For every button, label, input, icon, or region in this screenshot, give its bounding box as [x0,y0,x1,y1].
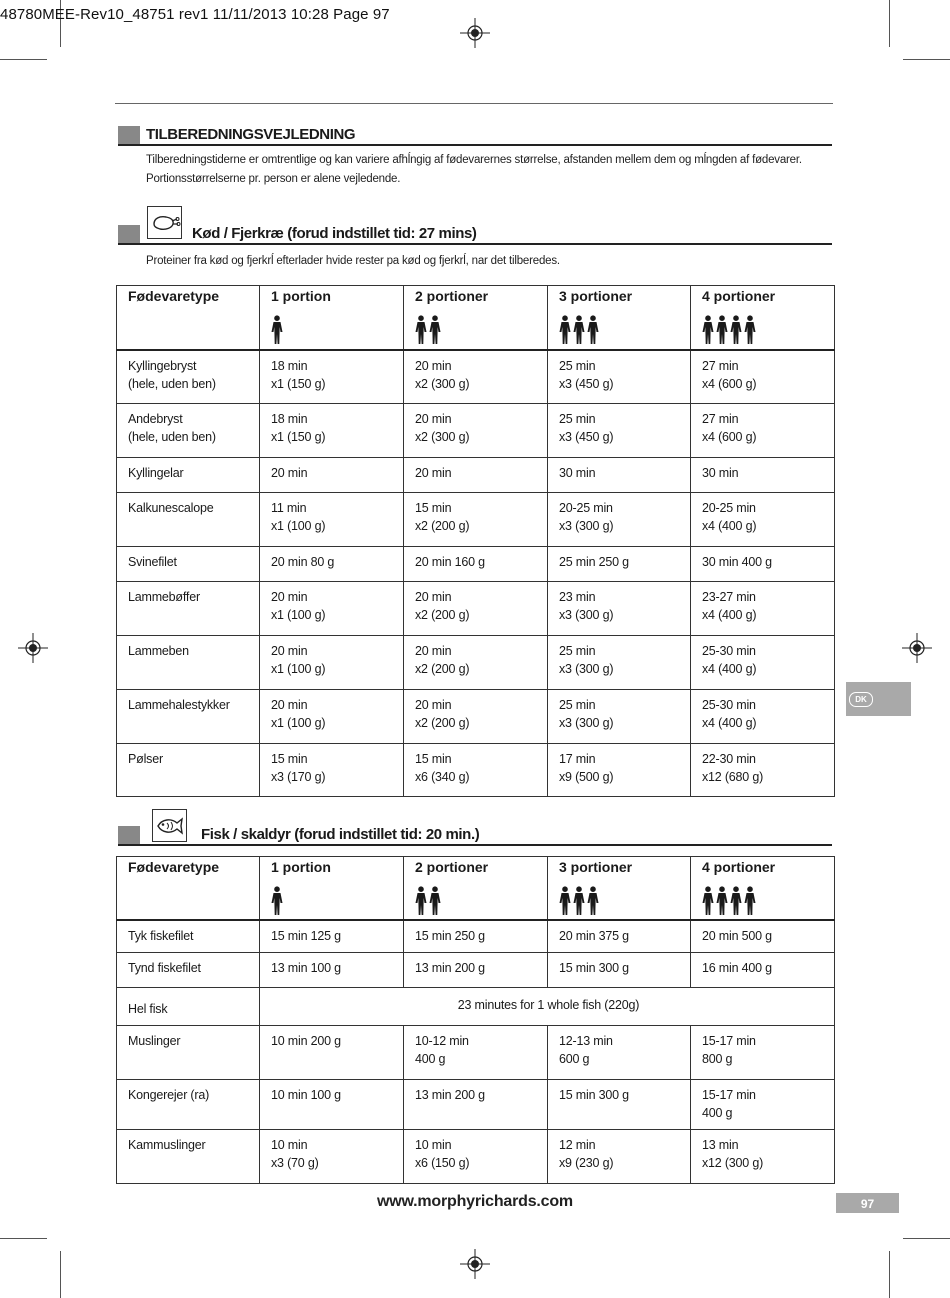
table-row [117,350,835,404]
cell-text: x4 (600 g) [702,376,757,391]
food-type-cell [117,458,260,493]
time-cell [260,404,404,458]
time-cell [404,1080,548,1130]
time-cell [260,920,404,953]
column-header-portions-1 [260,286,404,350]
cell-text: x2 (200 g) [415,519,470,533]
cell-text: 20 min [415,466,452,480]
top-rule [115,103,833,104]
cell-text: 25 min 250 g [559,555,629,569]
person-icon [702,315,758,345]
crop-mark [903,1238,950,1239]
cell-text: 27 min [702,358,739,373]
column-header-label: 1 portion [271,859,331,875]
person-icon [559,315,601,345]
time-cell [404,458,548,493]
crop-mark [0,1238,47,1239]
person-icon [415,315,443,345]
footer-url[interactable]: www.morphyrichards.com [377,1193,573,1210]
cell-text: 10-12 min [415,1034,469,1048]
time-cell [260,744,404,797]
cell-text: x1 (100 g) [271,608,326,622]
table-row [117,1026,835,1080]
food-type-cell [117,582,260,636]
time-cell [691,458,835,493]
cell-text: Andebryst [128,412,183,426]
language-tab-label: DK [849,692,873,707]
guide-title: TILBEREDNINGSVEJLEDNING [146,126,356,143]
cell-text: 15 min [415,501,452,515]
time-cell [260,636,404,690]
guide-intro-line: Portionsstørrelserne pr. person er alene vejledende. [146,173,401,185]
crop-mark [903,59,950,60]
cell-text: x1 (100 g) [271,519,326,533]
cell-text: 20 min [415,412,452,426]
cell-text: 25 min [559,698,596,712]
registration-mark-icon [902,633,932,663]
cell-text: 400 g [415,1052,446,1066]
time-cell [548,458,691,493]
crop-mark [0,59,47,60]
cell-text: 15 min 250 g [415,928,485,943]
cell-text: 20 min 80 g [271,555,335,569]
table-row [117,988,835,1026]
cell-text: (hele, uden ben) [128,430,216,444]
time-cell [404,1026,548,1080]
time-cell [548,636,691,690]
column-header-portions-2 [404,286,548,350]
column-header-label: 4 portioner [702,288,776,304]
cell-text: 20 min [271,466,308,480]
crop-mark [889,1251,890,1298]
cell-text: x1 (100 g) [271,716,326,730]
person-icon [559,886,601,916]
cell-text: 20 min [415,358,452,373]
food-type-cell [117,547,260,582]
cell-text: 12-13 min [559,1034,613,1048]
column-header-portions-3 [548,857,691,920]
registration-mark-icon [460,18,490,48]
print-header: 48780MEE-Rev10_48751 rev1 11/11/2013 10:28 Page 97 [0,6,390,23]
cell-text: 30 min [702,466,739,480]
cell-text: x4 (400 g) [702,716,757,730]
cell-text: x3 (300 g) [559,608,614,622]
section-marker [118,225,140,243]
column-header-portions-4 [691,857,835,920]
time-cell [548,690,691,744]
time-cell [548,493,691,547]
food-type-cell [117,920,260,953]
food-type-cell [117,1080,260,1130]
column-header-label: 2 portioner [415,288,489,304]
cell-text: 10 min [271,1138,308,1152]
cell-text: Kyllingelar [128,466,184,480]
person-icon [271,315,285,345]
section-marker [118,126,140,144]
table-row [117,690,835,744]
cell-text: 23 minutes for 1 whole fish (220g) [457,998,640,1012]
cell-text: Tyk fiskefilet [128,928,194,943]
time-cell [260,1130,404,1184]
cell-text: 15 min [271,752,308,766]
cell-text: x6 (150 g) [415,1156,470,1170]
time-cell [548,1080,691,1130]
cell-text: 18 min [271,412,308,426]
cell-text: x3 (70 g) [271,1156,319,1170]
person-icon [271,886,285,916]
table-row [117,493,835,547]
fish-icon [152,809,187,842]
food-type-cell [117,493,260,547]
cell-text: 25 min [559,358,596,373]
cell-text: 17 min [559,752,596,766]
time-cell [548,920,691,953]
cell-text: x2 (300 g) [415,376,470,391]
time-cell [691,744,835,797]
cell-text: 15-17 min [702,1034,756,1048]
time-cell [404,690,548,744]
cell-text: 25-30 min [702,698,756,712]
food-type-cell [117,1130,260,1184]
time-cell [260,1080,404,1130]
time-cell [548,404,691,458]
column-header-portions-1 [260,857,404,920]
cell-text: 15-17 min [702,1088,756,1102]
cell-text: x4 (400 g) [702,519,757,533]
food-type-cell [117,404,260,458]
time-cell [260,458,404,493]
food-type-cell [117,1026,260,1080]
time-cell [260,1026,404,1080]
meat-title: Kød / Fjerkræ (forud indstillet tid: 27 mins) [192,225,477,242]
time-cell [404,404,548,458]
table-row [117,953,835,988]
table-row [117,458,835,493]
time-cell [691,1130,835,1184]
cell-text: 20-25 min [702,501,756,515]
time-cell [260,493,404,547]
cell-text: 25-30 min [702,644,756,658]
cell-text: Hel fisk [128,1002,168,1016]
guide-section-title [118,124,832,146]
cell-text: x4 (400 g) [702,662,757,676]
column-header-label: 3 portioner [559,288,633,304]
cell-text: 20 min 500 g [702,928,772,943]
cell-text: x6 (340 g) [415,770,470,784]
cell-text: 15 min 300 g [559,1088,629,1102]
cell-text: Svinefilet [128,555,177,569]
food-type-cell [117,988,260,1026]
cell-text: 25 min [559,412,596,426]
cell-text: 22-30 min [702,752,756,766]
cell-text: 30 min [559,466,596,480]
time-cell [548,350,691,404]
fish-section-title [118,824,832,846]
column-header-portions-4 [691,286,835,350]
cell-text: 13 min 100 g [271,961,341,975]
table-row [117,1130,835,1184]
column-header-label: Fødevaretype [128,859,220,875]
time-cell [404,920,548,953]
cell-text: 23-27 min [702,590,756,604]
cell-text: 20 min 160 g [415,555,485,569]
time-cell [260,690,404,744]
cell-text: 20-25 min [559,501,613,515]
time-cell [691,350,835,404]
time-cell [691,582,835,636]
section-marker [118,826,140,844]
page-number: 97 [836,1193,899,1213]
time-cell [404,744,548,797]
table-row [117,547,835,582]
cell-text: 400 g [702,1106,733,1120]
cell-text: Muslinger [128,1034,181,1048]
cell-text: x3 (300 g) [559,716,614,730]
column-header-label: 1 portion [271,288,331,304]
time-cell [691,1026,835,1080]
registration-mark-icon [460,1249,490,1279]
time-cell [404,1130,548,1184]
cell-text: Kyllingebryst [128,358,197,373]
cell-text: x3 (170 g) [271,770,326,784]
time-cell [691,636,835,690]
time-cell [404,582,548,636]
column-header-label: 3 portioner [559,859,633,875]
table-row [117,1080,835,1130]
food-type-cell [117,744,260,797]
cell-text: x2 (200 g) [415,716,470,730]
cell-text: 15 min 125 g [271,928,341,943]
cell-text: x1 (100 g) [271,662,326,676]
cell-text: 16 min 400 g [702,961,772,975]
cell-text: 18 min [271,358,308,373]
cell-text: 800 g [702,1052,733,1066]
meat-section-title [118,223,832,245]
cell-text: x4 (600 g) [702,430,757,444]
cell-text: Kongerejer (ra) [128,1088,210,1102]
time-cell [548,1026,691,1080]
table-row [117,744,835,797]
cell-text: 25 min [559,644,596,658]
column-header-food-type [117,286,260,350]
cell-text: x3 (450 g) [559,430,614,444]
crop-mark [889,0,890,47]
meat-table [116,285,835,797]
cell-text: x1 (150 g) [271,430,326,444]
cell-text: Lammehalestykker [128,698,230,712]
cell-text: (hele, uden ben) [128,376,216,391]
column-header-portions-3 [548,286,691,350]
time-cell [548,744,691,797]
food-type-cell [117,636,260,690]
table-row [117,404,835,458]
column-header-label: 4 portioner [702,859,776,875]
cell-text: x12 (680 g) [702,770,764,784]
fish-table [116,856,835,1184]
cell-text: 20 min [415,698,452,712]
cell-text: x1 (150 g) [271,376,326,391]
cell-text: 600 g [559,1052,590,1066]
food-type-cell [117,350,260,404]
food-type-cell [117,690,260,744]
time-cell [404,953,548,988]
cell-text: 11 min [271,501,307,515]
crop-mark [60,1251,61,1298]
table-row [117,920,835,953]
cell-text: x2 (300 g) [415,430,470,444]
time-cell [260,547,404,582]
cell-text: x9 (230 g) [559,1156,614,1170]
language-tab [846,682,911,716]
cell-text: Kammuslinger [128,1138,206,1152]
time-cell [404,547,548,582]
time-cell [548,1130,691,1184]
merged-time-cell [260,988,835,1026]
chicken-icon [147,206,182,239]
cell-text: Lammebøffer [128,590,200,604]
cell-text: 23 min [559,590,596,604]
time-cell [691,547,835,582]
time-cell [260,350,404,404]
time-cell [691,920,835,953]
cell-text: x3 (450 g) [559,376,614,391]
person-icon [415,886,443,916]
cell-text: Lammeben [128,644,189,658]
guide-intro-line: Tilberedningstiderne er omtrentlige og kan variere afhĺngig af fødevarernes størrelse, afstanden mellem dem og mĺngden af fødevarer. [146,154,802,166]
cell-text: 27 min [702,412,739,426]
cell-text: Kalkunescalope [128,501,214,515]
table-row [117,582,835,636]
guide-intro [146,151,802,189]
cell-text: 10 min 200 g [271,1034,341,1048]
cell-text: 30 min 400 g [702,555,772,569]
cell-text: 20 min [271,590,308,604]
cell-text: 15 min 300 g [559,961,629,975]
cell-text: x3 (300 g) [559,519,614,533]
time-cell [260,953,404,988]
cell-text: 20 min [271,698,308,712]
cell-text: 13 min 200 g [415,961,485,975]
time-cell [260,582,404,636]
cell-text: 20 min [415,644,452,658]
cell-text: 20 min [271,644,308,658]
time-cell [691,1080,835,1130]
time-cell [691,404,835,458]
food-type-cell [117,953,260,988]
cell-text: 12 min [559,1138,596,1152]
cell-text: Pølser [128,752,163,766]
time-cell [404,636,548,690]
cell-text: 10 min 100 g [271,1088,341,1102]
cell-text: x2 (200 g) [415,662,470,676]
time-cell [691,493,835,547]
fish-title: Fisk / skaldyr (forud indstillet tid: 20 min.) [201,826,480,843]
cell-text: 20 min [415,590,452,604]
time-cell [691,690,835,744]
person-icon [702,886,758,916]
column-header-label: 2 portioner [415,859,489,875]
cell-text: 15 min [415,752,452,766]
cell-text: Tynd fiskefilet [128,961,201,975]
meat-note: Proteiner fra kød og fjerkrĺ efterlader hvide rester pa kød og fjerkrĺ, nar det tilberedes. [146,255,560,267]
time-cell [691,953,835,988]
cell-text: x3 (300 g) [559,662,614,676]
cell-text: 20 min 375 g [559,928,629,943]
cell-text: x4 (400 g) [702,608,757,622]
column-header-food-type [117,857,260,920]
registration-mark-icon [18,633,48,663]
cell-text: x2 (200 g) [415,608,470,622]
table-row [117,636,835,690]
time-cell [404,493,548,547]
column-header-portions-2 [404,857,548,920]
cell-text: 13 min 200 g [415,1088,485,1102]
time-cell [548,547,691,582]
time-cell [548,953,691,988]
time-cell [548,582,691,636]
cell-text: x9 (500 g) [559,770,614,784]
cell-text: x12 (300 g) [702,1156,764,1170]
cell-text: 13 min [702,1138,739,1152]
time-cell [404,350,548,404]
column-header-label: Fødevaretype [128,288,220,304]
cell-text: 10 min [415,1138,452,1152]
